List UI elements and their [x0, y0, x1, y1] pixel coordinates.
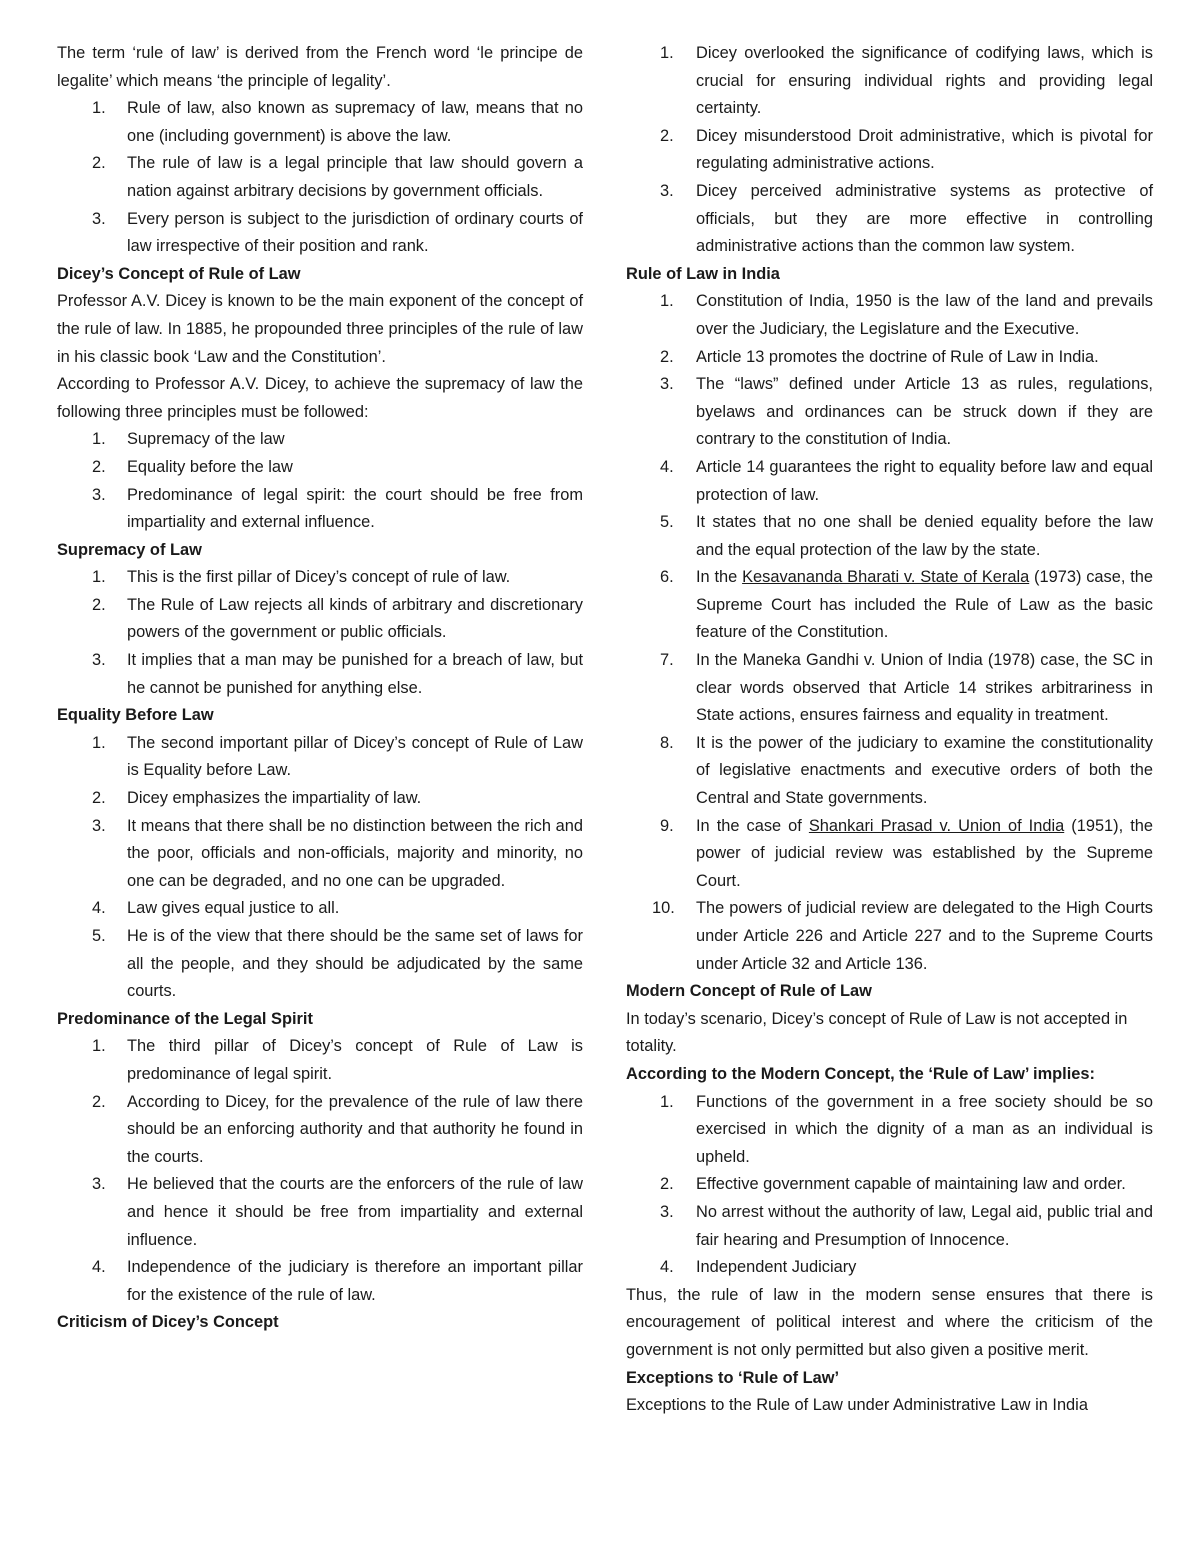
list-item: 2. The rule of law is a legal principle that law should govern a nation against arbitrary decisions by government officials. [92, 154, 583, 200]
list-item: 3. He believed that the courts are the enforcers of the rule of law and hence it should be free from impartiality and external influence. [92, 1175, 583, 1249]
modern-heading: Modern Concept of Rule of Law [626, 982, 872, 1001]
list-item: 3. Every person is subject to the jurisdiction of ordinary courts of law irrespective of their position and rank. [92, 209, 583, 256]
case-citation-kesavananda: Kesavananda Bharati v. State of Kerala [742, 568, 1030, 587]
list-item: 2. According to Dicey, for the prevalence of the rule of law there should be an enforcing authority and that authority he found in the courts. [92, 1092, 583, 1166]
list-item: 5. He is of the view that there should be the same set of laws for all the people, and they should be adjudicated by the same courts. [92, 927, 583, 1001]
criticism-heading: Criticism of Dicey’s Concept [57, 1313, 279, 1332]
equality-list [57, 730, 583, 1006]
equality-heading: Equality Before Law [57, 706, 214, 725]
exceptions-paragraph: Exceptions to the Rule of Law under Administrative Law in India [626, 1396, 1088, 1415]
intro-paragraph: The term ‘rule of law’ is derived from the French word ‘le principe de legalite’ which means ‘the principle of legality’. [57, 44, 583, 90]
list-item: 1. This is the first pillar of Dicey’s concept of rule of law. [92, 568, 511, 587]
dicey-paragraph: Professor A.V. Dicey is known to be the main exponent of the concept of the rule of law. In 1885, he propounded three principles of the rule of law in his classic book ‘Law and the Constitution’. [57, 292, 583, 366]
list-item: 3. Dicey perceived administrative systems as protective of officials, but they are more effective in controlling administrative actions than the common law system. [660, 181, 1153, 256]
list-item: 4. Independence of the judiciary is therefore an important pillar for the existence of the rule of law. [92, 1258, 583, 1304]
list-item: 2. Effective government capable of maintaining law and order. [660, 1175, 1126, 1194]
dicey-paragraph: According to Professor A.V. Dicey, to achieve the supremacy of law the following three principles must be followed: [57, 375, 583, 421]
list-item: 3. No arrest without the authority of law, Legal aid, public trial and fair hearing and Presumption of Innocence. [660, 1202, 1153, 1249]
list-item: 1. Dicey overlooked the significance of codifying laws, which is crucial for ensuring individual rights and providing legal certainty. [660, 44, 1153, 118]
list-item: 1. The third pillar of Dicey’s concept of Rule of Law is predominance of legal spirit. [92, 1037, 583, 1083]
supremacy-heading: Supremacy of Law [57, 540, 202, 559]
list-item: 4. Independent Judiciary [660, 1258, 857, 1277]
india-heading: Rule of Law in India [626, 264, 780, 283]
list-item: 1. Constitution of India, 1950 is the law of the land and prevails over the Judiciary, the Legislature and the Executive. [660, 292, 1153, 338]
list-item: 4. Law gives equal justice to all. [92, 899, 340, 918]
dicey-principles-list [57, 426, 583, 536]
predominance-heading: Predominance of the Legal Spirit [57, 1009, 313, 1028]
india-list [626, 288, 1153, 978]
list-item: 2. Equality before the law [92, 457, 293, 476]
list-item: 2. Dicey emphasizes the impartiality of law. [92, 789, 422, 808]
list-item: 3. It implies that a man may be punished for a breach of law, but he cannot be punished for anything else. [92, 651, 583, 697]
exceptions-heading: Exceptions to ‘Rule of Law’ [626, 1368, 840, 1387]
intro-list [57, 95, 583, 261]
list-item: 9. In the case of Shankari Prasad v. Union of India (1951), the power of judicial review was established by the Supreme Court. [660, 816, 1153, 890]
list-item: 10. The powers of judicial review are delegated to the High Courts under Article 226 and Article 227 and to the Supreme Courts under Article 32 and Article 136. [652, 899, 1153, 973]
conclusion-paragraph: Thus, the rule of law in the modern sense ensures that there is encouragement of political interest and where the criticism of the government is not only permitted but also given a positive merit. [626, 1285, 1153, 1359]
predominance-list [57, 1033, 583, 1309]
list-item: 7. In the Maneka Gandhi v. Union of India (1978) case, the SC in clear words observed that Article 14 strikes arbitrariness in State actions, ensures fairness and equality in treatment. [660, 651, 1153, 725]
list-item: 3. The “laws” defined under Article 13 as rules, regulations, byelaws and ordinances can be struck down if they are contrary to the constitution of India. [660, 375, 1153, 449]
list-item: 2. Article 13 promotes the doctrine of Rule of Law in India. [660, 347, 1099, 366]
list-item: 1. Rule of law, also known as supremacy of law, means that no one (including government) is above the law. [92, 99, 583, 145]
modern-implies-heading: According to the Modern Concept, the ‘Rule of Law’ implies: [626, 1064, 1095, 1083]
left-column [57, 40, 583, 1337]
list-item: 3. Predominance of legal spirit: the court should be free from impartiality and external influence. [92, 485, 583, 532]
right-column [626, 40, 1153, 1420]
list-item: 2. The Rule of Law rejects all kinds of arbitrary and discretionary powers of the government or public officials. [92, 595, 583, 642]
list-item: 1. Supremacy of the law [92, 430, 285, 449]
list-item: 4. Article 14 guarantees the right to equality before law and equal protection of law. [660, 457, 1153, 504]
list-item: 1. The second important pillar of Dicey’s concept of Rule of Law is Equality before Law. [92, 733, 583, 780]
supremacy-list [57, 564, 583, 702]
modern-paragraph: In today’s scenario, Dicey’s concept of Rule of Law is not accepted in totality. [626, 1009, 1128, 1056]
modern-list [626, 1089, 1153, 1282]
list-item: 2. Dicey misunderstood Droit administrative, which is pivotal for regulating administrative actions. [660, 126, 1153, 173]
criticism-list [626, 40, 1153, 261]
list-item: 6. In the Kesavananda Bharati v. State of Kerala (1973) case, the Supreme Court has included the Rule of Law as the basic feature of the Constitution. [660, 568, 1153, 642]
list-item: 5. It states that no one shall be denied equality before the law and the equal protection of the law by the state. [660, 513, 1153, 559]
list-item: 1. Functions of the government in a free society should be so exercised in which the dignity of a man as an individual is upheld. [660, 1092, 1153, 1166]
list-item: 8. It is the power of the judiciary to examine the constitutionality of legislative enactments and executive orders of both the Central and State governments. [660, 733, 1153, 808]
case-citation-shankari: Shankari Prasad v. Union of India [808, 816, 1065, 835]
list-item: 3. It means that there shall be no distinction between the rich and the poor, officials and non-officials, majority and minority, no one can be degraded, and no one can be upgraded. [92, 816, 583, 890]
dicey-heading: Dicey’s Concept of Rule of Law [57, 264, 301, 283]
